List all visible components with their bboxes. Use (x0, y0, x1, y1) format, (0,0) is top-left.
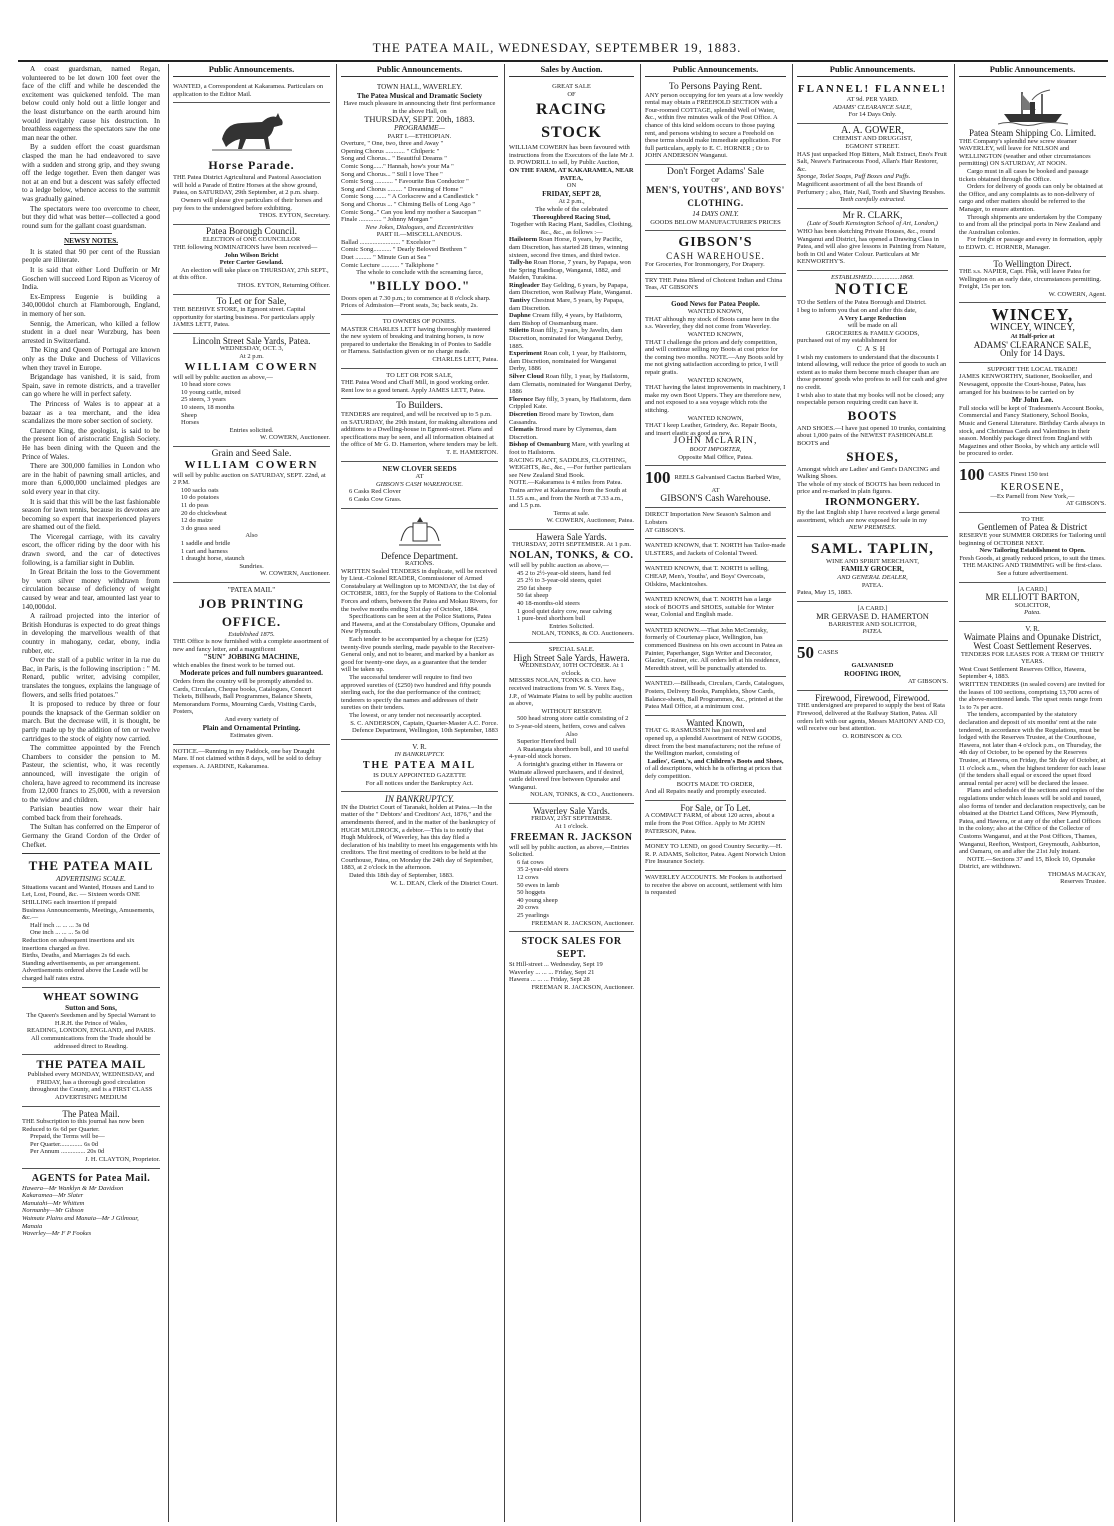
tailoring-ad: TO THE Gentlemen of Patea & District RESERVE your SUMMER ORDERS for Tailoring until beginning of OCTOBER NEXT. New Tailoring Establishment to Open. Fresh Goods, at greatly reduced prices, to suit the times. THE MAKING AND TRIMMING will be first-class. See a future advertisement. (959, 513, 1106, 583)
lincoln-street-sale-ad: Lincoln Street Sale Yards, Patea. WEDNESDAY, OCT. 3, At 2 p.m. WILLIAM COWERN will sell by public auction as above,— 10 head store cows 10 young cattle, mixed 25 steers, 3 years 10 steers, 18 months Sheep Horses Entries solicited. W. COWERN, Auctioneer. (173, 334, 330, 447)
news-note: It is said that either Lord Dufferin or Mr Goschen will succeed Lord Ripon as Viceroy of India. (22, 266, 160, 292)
ad-title: THE PATEA MAIL (28, 858, 154, 874)
column-news (18, 64, 164, 1522)
wheat-sowing-ad: WHEAT SOWING Sutton and Sons, The Queen's Seedsmen and by Special Warrant to H.R.H. the Prince of Wales, READING, LONDON, ENGLAND, and PARIS. All communications from the Trade should be addressed direct to Reading. (22, 988, 160, 1056)
grain-seed-sale-ad: Grain and Seed Sale. WILLIAM COWERN will sell by public auction on SATURDAY, SEPT. 22nd, at 2 P.M. 100 sacks oats 10 do potatoes 11 do peas 20 do chickwheat 12 do maize 3 do grass seed Also 1 saddle and bridle 1 cart and harness 1 draught horse, staunch Sundries. W. COWERN, Auctioneer. (173, 447, 330, 583)
masthead-rule (18, 60, 1108, 62)
column-heading: Public Announcements. (173, 64, 330, 77)
job-printing-ad: "PATEA MAIL" JOB PRINTING OFFICE. Established 1875. THE Office is now furnished with a complete assortment of new and fancy letter, and a magnificent "SUN" JOBBING MACHINE, which enables the finest work to be turned out. Moderate prices and full numbers guaranteed. Orders from the country will be promptly attended to. Cards, Circulars, Cheque books, Catalogues, Concert Tickets, Billheads, Ball Programmes, Balance Sheets, Memorandum Forms, Mourning Cards, Visiting Cards, Posters, And every variety of Plain and Ornamental Printing. Estimates given. (173, 583, 330, 745)
news-note: There are 300,000 families in London who are in the habit of pawning small articles, and more than 6,000,000 unclaimed pledges are sold every year in that city. (22, 462, 160, 496)
bankruptcy-notice: IN BANKRUPTCY. IN the District Court of Taranaki, holden at Patea.—In the matter of the " Debtors' and Creditors' Act, 1876," and the amendments thereof, and in the matter of the bankruptcy of HUGH MULDROCK, a debtor.—This is to notify that Hugh Muldrock, of Waverley, has this day filed a declaration of his inability to meet his engagements with his creditors. The first meeting of creditors to be held at the Courthouse, Patea, on Monday the 24th day of September, 1883, at 2 o'clock in the afternoon. Dated this 18th day of September, 1883. W. L. DEAN, Clerk of the District Court. (341, 794, 498, 887)
to-let-ad: To Let or for Sale, THE BEEHIVE STORE, in Egmont street. Capital opportunity for starting business. For particulars apply JAMES LETT, Patea. (173, 295, 330, 334)
steam-shipping-ad: Patea Steam Shipping Co. Limited. THE Company's splendid new screw steamer WAVERLEY, will leave for NELSON and WELLINGTON (weather and other circumstances permitting) ON SATURDAY, AT NOON. Cargo must in all cases be booked and passage tickets obtained through the Office. Orders for delivery of goods can only be obtained at the Office, and any complaints as to non-delivery of cargo and other matters should be referred to the Manager, to ensure attention. Through shipments are undertaken by the Company to and from all the principal ports in New Zealand and the Australian colonies. For freight or passage and every in formation, apply to EDWD. C. HORNER, Manager. (959, 80, 1106, 257)
column-heading: Sales by Auction. (509, 64, 634, 77)
local-trade-ad: SUPPORT THE LOCAL TRADE! JAMES KENWORTHY, Stationer, Bookseller, and Newsagent, opposite the Court-house, Patea, has arranged for his business to be carried on by Mr John Lee. Full stocks will be kept of Tradesmen's Account Books, Commercial and Fancy Stationery, School Books, Music and General Literature. Birthday Cards always in stock, and Christmas Cards and Valentines in their season. Monthly package direct from England with Magazines and other Books, by which any article will be procured to order. (959, 363, 1106, 463)
adams-clothing-sale-ad: Don't Forget Adams' Sale OF MEN'S, YOUTHS', AND BOYS' CLOTHING. 14 DAYS ONLY. GOODS BELOW MANUFACTURER'S PRICES (645, 165, 786, 231)
bankruptcy-gazette-ad: V. R. IN BANKRUPTCY. THE PATEA MAIL IS DULY APPOINTED GAZETTE For all notices under the Bankruptcy Act. (341, 740, 498, 792)
column-sales-by-auction (504, 64, 638, 1522)
firewood-ad: Firewood, Firewood, Firewood. THE undersigned are prepared to supply the best of Rata Firewood, delivered at the Railway Station, Patea. All orders left with our agents, Messrs MAHONY AND CO, will receive our best attention. O. ROBINSON & CO. (797, 692, 946, 740)
column-heading: Public Announcements. (797, 64, 948, 77)
tea-ad: TRY THE Patea Blend of Choicest Indian and China Teas, AT GIBSON'S (645, 274, 786, 297)
news-note: In Great Britain the loss to the Government by worn silver money withdrawn from circulation because of deficiency of weight caused by wear and tear, amounted last year to 140,000dol. (22, 568, 160, 611)
horse-parade-ad: Horse Parade. THE Patea District Agricultural and Pastoral Association will hold a Parade of Entire Horses at the show ground, Patea, on SATURDAY, 29th September, at 2 p.m. sharp. Owners will please give particulars of their horses and pay fees to the undersigned before exhibiting. THOS. EYTON, Secretary. (173, 103, 330, 225)
roofing-iron-ad: 50 CASES GALVANISED ROOFING IRON, AT GIBSON'S. (797, 641, 948, 691)
grocery-notice-ad: ESTABLISHED.................1868. NOTICE TO the Settlers of the Patea Borough and District. I beg to inform you that on and after this date, A Very Large Reduction will be made on all GROCERIES & FAMILY GOODS, purchased out of my establishment for CASH I wish my customers to understand that the discounts I intend allowing, will reduce the price of goods to such an extent as to make them become much cheaper than are those persons' goods who profess to sell for cash and give no credit. I wish also to state that my books will not be closed; any respectable person requiring credit can have it. BOOTS AND SHOES.—I have just opened 10 trunks, containing about 1,000 pairs of the NEWEST FASHIONABLE BOOTS and SHOES, Amongst which are Ladies' and Gent's DANCING and Walking Shoes. The whole of my stock of BOOTS has been reduced in price and re-marked in plain figures. IRONMONGERY. By the last English ship I have received a large general assortment, which are now exposed for sale in my NEW PREMISES. (797, 271, 948, 537)
painter-ad: WANTED KNOWN.—That John McComisky, formerly of Courtenay place, Wellington, has commenced Business on his own account in Patea as Painter, Paperhanger, Sign Writer and Decorator, Glazier, Grainer, etc. All orders left at his residence, Meredith street, will be punctually attended to. (645, 624, 786, 678)
subscription-ad: The Patea Mail. THE Subscription to this journal has now been Reduced to 6s 6d per Quarter. Prepaid, the Terms will be— Per Quarter.............. 6s 0d Per Annum ............... 20s 0d J. H. CLAYTON, Proprietor. (22, 1107, 160, 1169)
ponies-ad: TO OWNERS OF PONIES. MASTER CHARLES LETT having thoroughly mastered the new system of breaking and training horses, is now prepared to undertake the Breaking in of Ponies to Saddle or Harness. Satisfaction given or no charge made. CHARLES LETT, Patea. (341, 315, 498, 369)
waverley-accounts-ad: WAVERLEY ACCOUNTS. Mr Fookes is authorised to receive the above on account, settlement with him is requested (645, 873, 783, 897)
notice-mare-ad: NOTICE.—Running in my Paddock, one bay Draught Mare. If not claimed within 8 days, will be sold to defray expenses. A. JARDINE, Kakaramea. (173, 747, 322, 770)
column-heading: Public Announcements. (959, 64, 1106, 77)
gower-chemist-ad: A. A. GOWER, CHEMIST AND DRUGGIST, EGMONT STREET. HAS just unpacked Hop Bitters, Malt Extract, Eno's Fruit Salt, Neave's Farinaceous Food, Allan's Hair Restorer, &c. Sponge, Toilet Soaps, Puff Boxes and Puffs. Magnificent assortment of all the best Brands of Perfumery ; also, Hair, Nail, Tooth and Shaving Brushes. Teeth carefully extracted. (797, 124, 948, 209)
builders-tender-ad: To Builders. TENDERS are required, and will be received up to 5 p.m. on SATURDAY, the 29th instant, for making alterations and additions to a Dwelling-house in Egmont-street. Plans and specifications may be seen, and all information obtained at the office of Mr G. D. Hamerton, where tenders may be left. T. E. HAMERTON. (341, 399, 498, 461)
story-paragraph: The spectators were too overcome to cheer, but they did what was better—collected a good round sum for the gallant coast guardsman. (22, 204, 160, 230)
news-note: The committee appointed by the French Chambers to consider the pension to M. Pasteur, the scientist, who, it was recently announced, will investigate the origin of cholera, have agreed to recommend its increase from 12,000 francs to 25,000, with a reversion to the widow and children. (22, 744, 160, 804)
story-paragraph: A coast guardsman, named Regan, volunteered to be let down 100 feet over the face of the cliff and while he descended the excitement was quickened tenfold. The man below could only hold out a little longer and the least disturbance on the earth around him would inevitably cause his destruction. In breathless eagerness the spectators saw the one man near the other. (22, 65, 160, 142)
town-hall-ad: TOWN HALL, WAVERLEY. The Patea Musical and Dramatic Society Have much pleasure in announcing their first performance in the above Hall, on THURSDAY, SEPT. 20th, 1883. PROGRAMME— PART I.—ETHIOPIAN. Overture, " One, two, three and Away " Opening Chorus ............ " Chilperic " Song and Chorus... " Beautiful Dreams " Comic Song......" Hannah, how's your Ma " Song and Chorus... " Still I love Thee " Comic Song ........... " Favourite Bus Conductor " Song and Chorus ......... " Dreaming of Home " Comic Song ....... " A Corkscrew and a Candlestick " Song and Chorus ... " Chiming Bells of Long Ago " Comic Song.." Can you lend my mother a Saucepan " Finale .............. " Johnny Morgan " New Jokes, Dialogues, and Eccentricities PART II.—MISCELLANEOUS. Ballad ......................... " Excelsior " Comic Song........... " Dearly Beloved Brethren " Duet .......... " Minute Gun at Sea " Comic Lecture ........... " Talkiphone " The whole to conclude with the screaming farce, "BILLY DOO." Doors open at 7.30 p.m.; to commence at 8 o'clock sharp. Prices of Admission—Front seats, 3s; back seats, 2s. (341, 80, 498, 315)
taplin-grocer-ad: SAML. TAPLIN, WINE AND SPIRIT MERCHANT, FAMILY GROCER, AND GENERAL DEALER, PATEA. Patea, May 15, 1883. (797, 537, 948, 602)
kerosene-ad: 100 CASES Finest 150 test KEROSENE, —Ex Parnell from New York,— AT GIBSON'S. (959, 463, 1106, 513)
hawera-sale-yards-ad: Hawera Sale Yards. THURSDAY, 20TH SEPTEMBER. At 1 p.m. NOLAN, TONKS, & CO. will sell by public auction as above,— 45 2 to 2½-year-old steers, hand fed 25 2½ to 3-year-old steers, quiet 250 fat sheep 50 fat sheep 40 18-months-old steers 1 good quiet dairy cow, near calving 1 pure-bred shorthorn bull Entries Solicited. NOLAN, TONKS, & CO. Auctioneers. (509, 530, 634, 643)
column-persons-paying-rent (640, 64, 790, 1522)
horse-engraving-icon (212, 109, 292, 153)
column-public-announcements-1 (168, 64, 334, 1522)
waverley-sale-yards-ad: Waverley Sale Yards. FRIDAY, 21ST SEPTEMBER. At 1 o'clock. FREEMAN R. JACKSON will sell by public auction, as above,—Entries Solicited. 6 fat cows 35 2-year-old steers 12 cows 50 ewes in lamb 50 hoggets 40 young sheep 20 cows 25 yearlings FREEMAN R. JACKSON, Auctioneer. (509, 804, 634, 932)
news-note: It is proposed to reduce by three or four pounds the knapsack of the German soldier on march. But the decrease will, it is thought, be partly made up by the addition of ten or twelve cartridges to the stock of eighty now carried. (22, 700, 160, 743)
news-note: It is stated that 90 per cent of the Russian people are illiterate. (22, 247, 160, 265)
money-to-lend-ad: MONEY TO LEND, on good Country Security.—H. R. P. ADAMS, Solicitor, Patea. Agent Norwich Union Fire Insurance Society. (645, 840, 786, 871)
mill-to-let-ad: TO LET OR FOR SALE, THE Patea Wood and Chaff Mill, in good working order. Rent low to a good tenant. Apply JAMES LETT, Patea. (341, 369, 498, 400)
barbed-wire-ad: 100 REELS Galvanised Cactus Barbed Wire, AT GIBSON'S Cash Warehouse. (645, 466, 786, 508)
special-sale-ad: SPECIAL SALE. High Street Sale Yards, Hawera. WEDNESDAY, 10TH OCTOBER. At 1 o'clock. MESSRS NOLAN, TONKS & CO. have received instructions from W. S. Yerex Esq., J.P., of Waimate Plains to sell by public auction as above, WITHOUT RESERVE 500 head strong store cattle consisting of 2 to 3-year-old steers, heifers, cows and calves Also Superior Hereford bull A Ruatangata shorthorn bull, and 10 useful 4-year-old stock horses. A fortnight's grazing either in Hawera or Waimate allowed purchasers, and if desired, cattle delivered free between Opunake and Wanganui. NOLAN, TONKS, & CO., Auctioneers. (509, 643, 634, 804)
wanted-correspondent-ad: WANTED, a Correspondent at Kakaramea. Particulars on application to the Editor Mail. (173, 80, 330, 103)
clark-drawing-class-ad: Mr R. CLARK, (Late of South Kensington School of Art, London,) WHO has been sketching Private Houses, &c., round Wanganui and District, has opened a Drawing Class in Patea, and will also give lessons in Painting from Nature, both in Oil and Water Colour. Particulars at Mr KENWORTHY'S. (797, 209, 948, 271)
news-note: Over the stall of a public writer in la rue du Bac, in Paris, is the following inscription : " M. Renard, public writer, advising compiler, translates the tongues, explains the language of flowers, and sells fried potatoes." (22, 656, 160, 699)
story-paragraph: By a sudden effort the coast guardsman clasped the man he had endeavored to save with a sudden and strong grip, and they swung off the ledge together. Even then danger was not at an end but a descent was safely effected to a ledge below, whence access to the summit was gradually gained. (22, 143, 160, 203)
news-note: The King and Queen of Portugal are known only as the Duke and Duchess of Villavicos when they travel in Europe. (22, 346, 160, 372)
column-public-announcements-4 (954, 64, 1110, 1522)
news-note: Ex-Empress Eugenie is building a 340,000dol church at Flamborough, England, in memory of her son. (22, 292, 160, 319)
north-overcoats-ad: WANTED KNOWN, that T. NORTH is selling, CHEAP, Men's, Youths', and Boys' Overcoats, Oilskins, Mackintoshes. (645, 562, 786, 593)
news-note: A railroad projected into the interior of British Honduras is expected to do great things in developing the marvellous wealth of that country in mahogany, cedar, ebony, india rubber, etc. (22, 612, 160, 655)
boots-wanted-known-ad: Good News for Patea People. WANTED KNOWN, THAT although my stock of Boots came here in the s.s. Waverley, they did not come from Waverley. WANTED KNOWN, THAT I challenge the prices and defy competition, and will continue selling my Boots at cost price for the coming two months. NOTE.—Any Boots sold by me not giving satisfaction according to price, I will repair gratis. WANTED KNOWN, THAT having the latest improvements in machinery, I make my own Boot Uppers. They are therefore new, and not exposed to a sea voyage which rots the stitching. WANTED KNOWN, THAT I keep Leather, Grindery, &c. Repair Boots, and insert elastic as good as new. JOHN McLARIN, BOOT IMPORTER, Opposite Mail Office, Patea. (645, 297, 786, 466)
column-heading: Public Announcements. (645, 64, 786, 77)
patea-mail-ad: THE PATEA MAIL Published every MONDAY, WEDNESDAY, and FRIDAY, has a thorough good circulation throughout the County, and is a FIRST CLASS ADVERTISING MEDIUM (22, 1055, 160, 1106)
masthead: THE PATEA MAIL, WEDNESDAY, SEPTEMBER 19, 1883. (372, 40, 742, 55)
stock-sales-ad: STOCK SALES FOR SEPT. St Hill-street ... Wednesday, Sept 19 Waverley ... ... ... Friday, Sept 21 Hawera ... ... ... Friday, Sept 28 FREEMAN R. JACKSON, Auctioneer. (509, 936, 634, 991)
steamship-engraving-icon (998, 86, 1068, 126)
column-heading: Public Announcements. (341, 64, 498, 77)
news-note: Clarence King, the geologist, is said to be the present lion of aristocratic English Society. He has been dining with the Queen and the Prince of Wales. (22, 426, 160, 461)
royal-coat-of-arms-icon (395, 515, 445, 549)
news-note: It is said that this will be the last fashionable season for lawn tennis, because its devotees are becoming so expert that inexperienced players are shamed out of the field. (22, 497, 160, 532)
advertising-scale-ad: THE PATEA MAIL ADVERTISING SCALE. Situations vacant and Wanted, Houses and Land to Let, Lost, Found, &c. — Sixteen words ONE SHILLING each insertion if prepaid Business Announcements, Meetings, Amusements, &c.— Half inch ... ... ... 3s 0d One inch ... ... ... 5s 0d Reduction on subsequent insertions and six insertions charged as five. Births, Deaths, and Marriages 2s 6d each. Standing advertisements, as per arrangement. Advertisements ordered above the Leade will be charged half rates extra. (22, 854, 160, 987)
column-public-announcements-2 (336, 64, 502, 1522)
news-note: Parisian beauties now wear their hair combed back from their foreheads. (22, 805, 160, 822)
north-boots-ad: WANTED KNOWN, that T. NORTH has a large stock of BOOTS and SHOES, suitable for Winter wear, Colonial and English made. (645, 593, 786, 624)
north-ulsters-ad: WANTED KNOWN, that T. NORTH has Tailor-made ULSTERS, and Jackets of Colonial Tweed. (645, 539, 786, 562)
rent-ad: To Persons Paying Rent. ANY person occupying for ten years at a low weekly rental may obtain a FREEHOLD SECTION with a Four-roomed COTTAGE, splendid Well of Water, &c., within five minutes walk of the Post Office. A chance of this kind seldom occurs to those paying rent, and persons wishing to secure a Freehold on these terms should make immediate application. For full particulars, apply to E. C. HORNER ; Or to JOHN ANDERSON Wanganui. (645, 80, 786, 165)
defence-department-ad: Defence Department. RATIONS. WRITTEN Sealed TENDERS in duplicate, will be received by Lieut.-Colonel READER, Commissioner of Armed Constabulary at Wellington up to MONDAY, the 1st day of OCTOBER, 1883, for the Supply of Rations to the Colonial Forces and others, between the Patea and Mokau Rivers, for the twelve months ending 31st day of October, 1884. Specifications can be seen at the Police Stations, Patea and Hawera, and at the Constabulary Offices, Opunake and New Plymouth. Each tender to be accompanied by a cheque for (£25) twenty-five pounds sterling, made payable to the Receiver-General only, and not to bearer, and marked by a banker as good for twenty-one days, as a guarantee that the tender will be taken up. The successful tenderer will require to find two approved sureties of (£250) two hundred and fifty pounds sterling each, for the due performance of the contract; tenderers to specify the names and addresses of their sureties on their tenders. The lowest, or any tender not necessarily accepted. S. C. ANDERSON, Captain, Quarter-Master A.C. Force. Defence Department, Wellington, 10th September, 1883 (341, 509, 498, 740)
barton-solicitor-ad: [A CARD.] MR ELLIOTT BARTON, SOLICITOR, Patea. (959, 583, 1106, 622)
salmon-lobsters-ad: DIRECT Importation New Season's Salmon and Lobsters AT GIBSON'S. (645, 508, 786, 539)
gibsons-warehouse-ad: GIBSON'S CASH WAREHOUSE. For Groceries, For Ironmongery, For Drapery. (645, 231, 786, 273)
west-coast-reserves-ad: V. R. Waimate Plains and Opunake District, West Coast Settlement Reserves. TENDERS FOR LEASES FOR A TERM OF THIRTY YEARS. West Coast Settlement Reserves Office, Hawera, September 4, 1883. WRITTEN TENDERS (in sealed covers) are invited for the leases of 100 sections, comprising 13,700 acres of the above-mentioned lands. The upset rents range from 1s to 7s per acre. The tenders, accompanied by the statutory declaration and deposit of six months' rent at the rate tendered, in accordance with the Regulations, must be lodged with the Reserves Trustee, at the Courthouse, Hawera, not later than 4 o'clock p.m., on Thursday, the 4th day of October, to be opened by the Reserves Trustee, at Hawera, on Friday, the 5th day of October, at 11 o'clock a.m., when the highest tenderer for each lease (if the tenders shall equal or exceed the upset fixed annual rental per acre) will be declared the lessee. Plans and schedules of the sections and copies of the regulations under which leases will be sold and issued, also forms of tender and declaration respectively, can be obtained at the District Land Offices, New Plymouth, Patea, and Hawera, or at any of the other Land Offices in the colony; also at the Office of the Collector of Customs Wanganui, and at the Post Offices, Thames, Wanganui, Reefton, Westport, Greymouth, Ashburton, and Oamaru, on and after the 21st July instant. NOTE.—Sections 37 and 15, Block 10, Opunake District, are withdrawn. THOMAS MACKAY, Reserves Trustee. (959, 624, 1106, 886)
wellington-direct-ad: To Wellington Direct. THE s.s. NAPIER, Capt. Fisk, will leave Patea for Wellington on an early date, circumstances permitting. Freight, 15s per ton. W. COWERN, Agent. (959, 257, 1106, 304)
racing-stock-ad: GREAT SALE OF RACING STOCK WILLIAM COWERN has been favoured with instructions from the Executors of the late Mr J. D. POWDRILL to sell, by Public Auction, ON THE FARM, AT KAKARAMEA, NEAR PATEA, ON FRIDAY, SEPT 28, At 2 p.m., The whole of the celebrated Thoroughbred Racing Stud, Together with Racing Plant, Saddles, Clothing, &c., &c., as follows :— Hailstorm Roan Horse, 8 years, by Pacific, dam Discretion, has started 28 times, winning sixteen, second five times, and third twice. Tally-ho Roan Horse, 7 years, by Papapa, won the Spring Handicap, Wanganui, 1882, and Maiden, Turakina. Ringleader Bay Gelding, 6 years, by Papapa, dam Discretion, won Railway Plate, Wanganui. Tantivy Chestnut Mare, 5 years, by Papapa, dam Discretion. Daphne Cream filly, 4 years, by Hailstorm, dam Bishop of Ossmanburg mare. Stiletto Roan filly, 2 years, by Javelin, dam Discretion, nominated for Wanganui Derby, 1885. Experiment Roan colt, 1 year, by Hailstorm, dam Discretion, nominated for Wanganui Derby, 1886 Silver Cloud Roan filly, 1 year, by Hailstorm, dam Clematis, nominated for Wanganui Derby, 1886 Florence Bay filly, 3 years, by Hailstorm, dam Crippled Kate. Discretion Brood mare by Towton, dam Cassandra. Clematis Brood mare by Clymenus, dam Discretion. Bishop of Osmanburg Mare, with yearling at foot to Hailstorm. RACING PLANT, SADDLES, CLOTHING, WEIGHTS, &c., &c., —For further particulars see New Zealand Stud Book. NOTE.—Kakaramea is 4 miles from Patea. Trains arrive at Kakaramea from the South at 11.55 a.m., and from the North at 7.33 a.m., and 1.5 p.m. Terms at sale. W. COWERN, Auctioneer, Patea. (509, 80, 634, 530)
wincey-ad: WINCEY, WINCEY, WINCEY, At Half-price at ADAMS' CLEARANCE SALE, Only for 14 Days. (959, 303, 1106, 362)
printing-wanted-ad: WANTED.—Billheads, Circulars, Cards, Catalogues, Posters, Delivery Books, Pamphlets, Show Cards, Balance-sheets, Ball Programmes, &c., printed at the Patea Mail Office, at a minimum cost. (645, 677, 786, 715)
news-note: Brigandage has vanished, it is said, from Spain, save in remote districts, and a traveller can go where he will in perfect safety. (22, 373, 160, 399)
column-public-announcements-3 (792, 64, 952, 1522)
news-note: The Viceregal carriage, with its cavalry escort, the officer riding by the door with his drawn sword, and the car of detectives following, is a familiar sight in Dublin. (22, 532, 160, 567)
agents-ad: AGENTS for Patea Mail. Hawera—Mr Wanklyn & Mr Davidson Kakaramea—Mr Slater Manutahi—Mr Whittem Normanby—Mr Gibson Waimate Plains and Manaia—Mr J Gilmour, Manaia Waverley—Mr F P Fookes (22, 1172, 151, 1238)
hamerton-solicitor-ad: [A CARD.] MR GERVASE D. HAMERTON BARRISTER AND SOLICITOR, PATEA. (797, 602, 948, 641)
clover-seeds-ad: NEW CLOVER SEEDS AT GIBSON'S CASH WAREHOUSE. 6 Casks Red Clover 6 Casks Cow Grass. (341, 462, 498, 509)
borough-council-ad: Patea Borough Council. ELECTION of ONE COUNCILLOR THE following NOMINATIONS have been received— John Wilson Bricht Peter Carter Gowland. An election will take place on THURSDAY, 27th SEPT., at this office. THOS. EYTON, Returning Officer. (173, 225, 330, 295)
farm-for-sale-ad: For Sale, or To Let. A COMPACT FARM, of about 120 acres, about a mile from the Post Office. Apply to Mr JOHN PATERSON, Patea. (645, 801, 786, 840)
rasmussen-ad: Wanted Known, THAT G. RASMUSSEN has just received and opened up, a splendid Assortment of NEW GOODS, direct from the best manufacturers; not the refuse of the Wellington market, consisting of Ladies', Gent.'s, and Children's Boots and Shoes, of all descriptions, which he is offering at prices that defy competition. BOOTS MADE TO ORDER, And all Repairs neatly and promptly executed. (645, 716, 786, 801)
news-note: The Princess of Wales is to appear at a bazaar as a tea merchant, and the idea scandalizes the more sober section of society. (22, 399, 160, 426)
flannel-ad: FLANNEL! FLANNEL! AT 9d. PER YARD. ADAMS' CLEARANCE SALE, For 14 Days Only. (797, 80, 948, 124)
news-note: The Sultan has conferred on the Emperor of Germany the Grand Cordon of the Order of Chefket. (22, 823, 160, 849)
news-note: Sennig, the American, who killed a fellow student in a duel near Wurzburg, has been arrested in Switzerland. (22, 319, 160, 345)
newsy-notes-heading: NEWSY NOTES. (63, 237, 119, 246)
